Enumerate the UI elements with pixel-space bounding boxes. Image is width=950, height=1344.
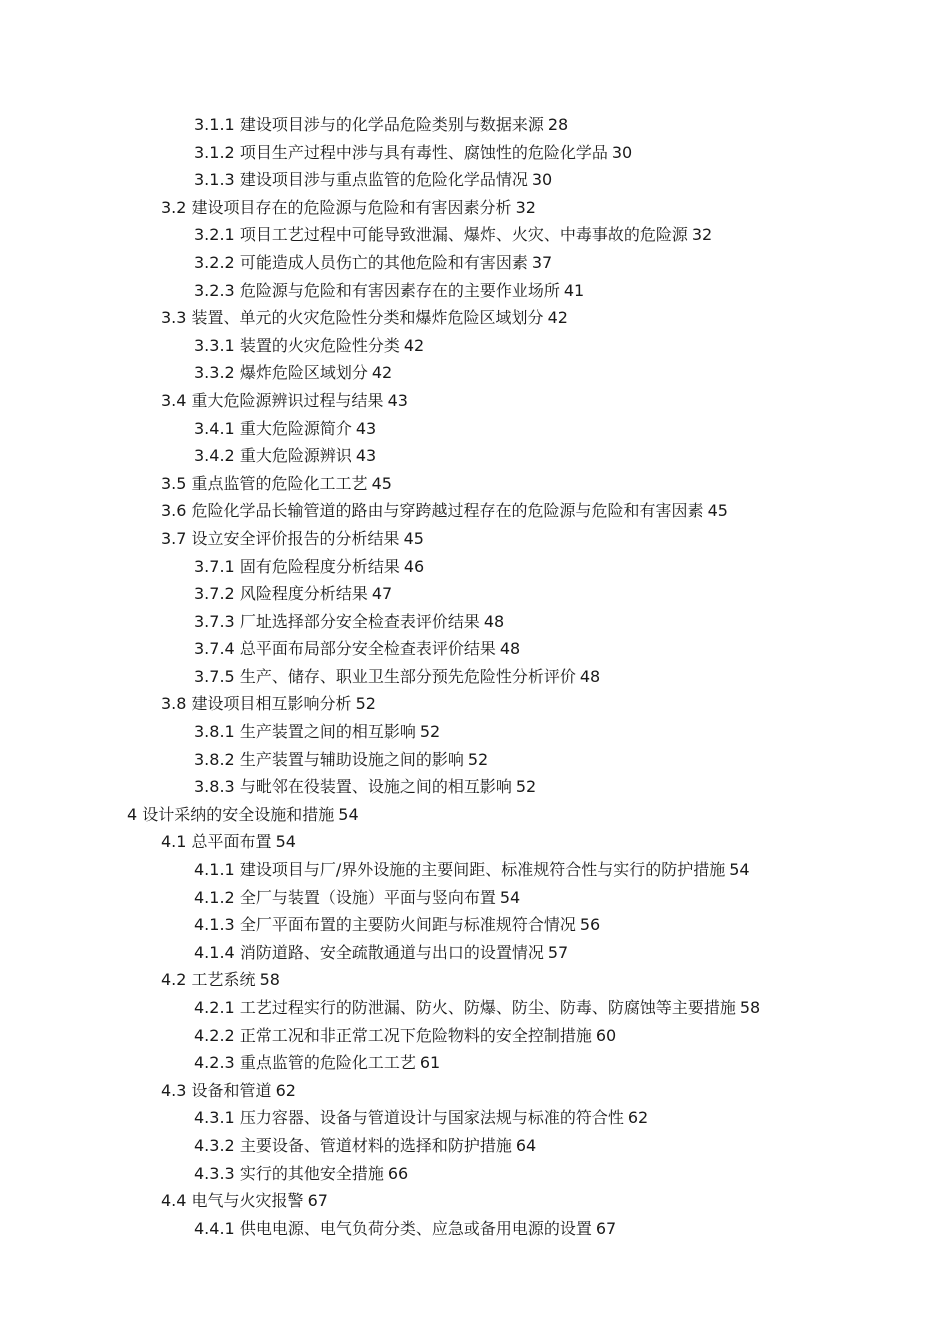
toc-entry[interactable] [0,470,950,498]
toc-entry[interactable] [0,497,950,525]
toc-entry-number: 3.7.3 [194,611,235,631]
toc-entry-title: 设备和管道 [191,1080,272,1100]
toc-entry[interactable] [0,442,950,470]
toc-entry-number: 3.3.1 [194,335,235,355]
toc-entry[interactable] [0,663,950,691]
toc-entry-page-number: 42 [403,335,425,355]
toc-entry-number: 3.1.2 [194,142,235,162]
toc-entry-title: 供电电源、电气负荷分类、应急或备用电源的设置 [239,1218,592,1238]
toc-entry-number: 3.2.3 [194,280,235,300]
toc-entry[interactable] [0,1022,950,1050]
toc-entry-title: 主要设备、管道材料的选择和防护措施 [239,1135,512,1155]
toc-entry-title: 建设项目存在的危险源与危险和有害因素分析 [191,197,512,217]
toc-entry-page-number: 67 [595,1218,617,1238]
toc-entry-page-number: 37 [531,252,553,272]
toc-entry[interactable] [0,1077,950,1105]
toc-entry-number: 4.1.1 [194,860,235,880]
toc-entry-number: 3.8 [161,694,187,714]
toc-entry[interactable] [0,553,950,581]
toc-entry-number: 4.1.2 [194,887,235,907]
toc-entry-number: 3.6 [161,501,187,521]
toc-entry-title: 建设项目与厂/界外设施的主要间距、标准规符合性与实行的防护措施 [239,860,726,880]
toc-entry-page-number: 28 [547,115,569,134]
toc-entry-page-number: 62 [627,1108,649,1128]
toc-entry-number: 3.2.2 [194,252,235,272]
toc-entry[interactable] [0,1215,950,1243]
toc-entry-page-number: 30 [531,170,553,190]
toc-entry-number: 3.8.3 [194,777,235,797]
toc-entry-title: 建设项目涉与重点监管的危险化学品情况 [239,170,528,190]
toc-entry-number: 4 [127,804,138,824]
toc-entry-title: 爆炸危险区域划分 [239,363,368,383]
toc-entry-page-number: 56 [579,915,601,935]
toc-entry-number: 4.3.1 [194,1108,235,1128]
toc-entry-page-number: 52 [355,694,376,714]
toc-entry-title: 正常工况和非正常工况下危险物料的安全控制措施 [239,1025,592,1045]
toc-entry[interactable] [0,332,950,360]
toc-entry-page-number: 46 [403,556,425,576]
toc-entry-number: 3.8.1 [194,722,235,742]
toc-entry-title: 重大危险源简介 [239,418,352,438]
toc-entry[interactable] [0,884,950,912]
toc-entry-page-number: 57 [547,942,569,962]
toc-entry[interactable] [0,139,950,167]
toc-entry-page-number: 60 [595,1025,617,1045]
toc-entry-page-number: 41 [563,280,585,300]
toc-entry[interactable] [0,359,950,387]
toc-entry-number: 3.4.2 [194,446,235,466]
toc-entry[interactable] [0,966,950,994]
toc-entry-title: 设计采纳的安全设施和措施 [142,804,335,824]
toc-entry[interactable] [0,1187,950,1215]
toc-entry-title: 生产装置之间的相互影响 [239,722,416,742]
toc-entry[interactable] [0,415,950,443]
toc-entry[interactable] [0,856,950,884]
toc-entry-page-number: 43 [387,390,408,410]
toc-entry-page-number: 48 [579,666,601,686]
toc-entry-page-number: 58 [739,998,761,1017]
toc-entry-page-number: 52 [419,722,441,742]
toc-entry-page-number: 54 [499,887,521,907]
toc-entry-title: 重点监管的危险化工工艺 [239,1053,416,1073]
toc-entry-number: 4.4 [161,1191,187,1211]
toc-entry-page-number: 42 [371,363,393,383]
toc-entry-title: 总平面布置 [191,832,272,852]
toc-entry-title: 建设项目涉与的化学品危险类别与数据来源 [239,115,544,134]
toc-entry-title: 工艺系统 [191,970,256,990]
toc-entry-page-number: 48 [499,639,521,659]
toc-entry-page-number: 66 [387,1163,409,1183]
toc-entry[interactable] [0,608,950,636]
toc-entry-page-number: 64 [515,1135,537,1155]
toc-entry-title: 设立安全评价报告的分析结果 [191,528,400,548]
toc-entry-page-number: 54 [275,832,296,852]
toc-entry-title: 可能造成人员伤亡的其他危险和有害因素 [239,252,528,272]
toc-entry[interactable] [0,994,950,1022]
toc-entry-title: 风险程度分析结果 [239,584,368,604]
toc-entry-number: 3.1.1 [194,115,235,134]
toc-entry-title: 生产、储存、职业卫生部分预先危险性分析评价 [239,666,576,686]
toc-entry-page-number: 52 [515,777,537,797]
toc-entry-number: 4.2 [161,970,187,990]
toc-entry[interactable] [0,249,950,277]
toc-entry-page-number: 43 [355,446,377,466]
toc-entry-title: 项目生产过程中涉与具有毒性、腐蚀性的危险化学品 [239,142,608,162]
toc-entry-number: 4.2.3 [194,1053,235,1073]
toc-entry[interactable] [0,304,950,332]
toc-entry-page-number: 54 [338,804,359,824]
toc-entry-page-number: 54 [729,860,750,880]
toc-entry-page-number: 47 [371,584,393,604]
toc-entry-title: 与毗邻在役装置、设施之间的相互影响 [239,777,512,797]
toc-entry-number: 4.1 [161,832,187,852]
toc-entry-title: 项目工艺过程中可能导致泄漏、爆炸、火灾、中毒事故的危险源 [239,225,688,245]
toc-entry-number: 3.3 [161,308,187,328]
toc-entry-number: 3.8.2 [194,749,235,769]
toc-entry-page-number: 67 [307,1191,328,1211]
toc-entry[interactable] [0,801,950,829]
toc-entry-number: 3.7 [161,528,187,548]
toc-entry[interactable] [0,387,950,415]
toc-entry-title: 消防道路、安全疏散通道与出口的设置情况 [239,942,544,962]
toc-entry-title: 生产装置与辅助设施之间的影响 [239,749,464,769]
toc-entry[interactable] [0,277,950,305]
toc-entry-number: 3.4 [161,390,187,410]
toc-entry-title: 实行的其他安全措施 [239,1163,384,1183]
toc-entry-page-number: 58 [259,970,280,990]
table-of-contents [0,111,950,1242]
toc-entry-number: 4.1.3 [194,915,235,935]
toc-entry-title: 装置的火灾危险性分类 [239,335,400,355]
toc-entry-title: 重大危险源辨识 [239,446,352,466]
toc-entry[interactable] [0,773,950,801]
toc-entry[interactable] [0,166,950,194]
toc-entry[interactable] [0,194,950,222]
toc-entry-page-number: 52 [467,749,489,769]
toc-entry-title: 装置、单元的火灾危险性分类和爆炸危险区域划分 [191,308,544,328]
toc-entry-number: 3.7.1 [194,556,235,576]
toc-entry[interactable] [0,635,950,663]
toc-entry-title: 压力容器、设备与管道设计与国家法规与标准的符合性 [239,1108,624,1128]
toc-entry-number: 4.3 [161,1080,187,1100]
toc-entry[interactable] [0,939,950,967]
toc-entry[interactable] [0,1132,950,1160]
toc-entry-title: 重点监管的危险化工工艺 [191,473,368,493]
toc-entry-number: 4.2.1 [194,998,235,1017]
toc-entry[interactable] [0,1160,950,1188]
toc-entry-page-number: 61 [419,1053,441,1073]
toc-entry-page-number: 42 [547,308,568,328]
toc-entry-title: 全厂与装置（设施）平面与竖向布置 [239,887,496,907]
toc-entry-number: 3.7.2 [194,584,235,604]
toc-entry[interactable] [0,580,950,608]
toc-entry[interactable] [0,718,950,746]
toc-entry-number: 3.3.2 [194,363,235,383]
toc-entry-page-number: 43 [355,418,377,438]
toc-entry[interactable] [0,911,950,939]
toc-entry-title: 全厂平面布置的主要防火间距与标准规符合情况 [239,915,576,935]
toc-entry-number: 4.3.2 [194,1135,235,1155]
toc-entry-page-number: 62 [275,1080,296,1100]
toc-entry-number: 4.1.4 [194,942,235,962]
toc-entry-number: 3.2 [161,197,187,217]
toc-entry-number: 3.1.3 [194,170,235,190]
toc-entry-number: 4.3.3 [194,1163,235,1183]
toc-entry-title: 危险源与危险和有害因素存在的主要作业场所 [239,280,560,300]
toc-entry-number: 4.4.1 [194,1218,235,1238]
toc-entry[interactable] [0,111,950,139]
toc-entry-number: 3.5 [161,473,187,493]
toc-entry-title: 重大危险源辨识过程与结果 [191,390,384,410]
toc-entry-title: 厂址选择部分安全检查表评价结果 [239,611,480,631]
toc-entry-title: 电气与火灾报警 [191,1191,304,1211]
toc-entry-title: 工艺过程实行的防泄漏、防火、防爆、防尘、防毒、防腐蚀等主要措施 [239,998,736,1017]
toc-entry-page-number: 30 [611,142,633,162]
toc-entry-number: 3.2.1 [194,225,235,245]
toc-entry[interactable] [0,690,950,718]
toc-entry-title: 固有危险程度分析结果 [239,556,400,576]
toc-entry-number: 3.7.4 [194,639,235,659]
toc-entry[interactable] [0,1049,950,1077]
toc-entry-page-number: 45 [707,501,728,521]
toc-entry[interactable] [0,746,950,774]
toc-entry[interactable] [0,525,950,553]
toc-entry-title: 危险化学品长输管道的路由与穿跨越过程存在的危险源与危险和有害因素 [191,501,704,521]
toc-entry-number: 3.7.5 [194,666,235,686]
toc-entry-page-number: 32 [515,197,536,217]
toc-entry-number: 3.4.1 [194,418,235,438]
toc-entry-page-number: 32 [691,225,713,245]
toc-entry-title: 建设项目相互影响分析 [191,694,352,714]
toc-entry-title: 总平面布局部分安全检查表评价结果 [239,639,496,659]
toc-entry-number: 4.2.2 [194,1025,235,1045]
toc-entry-page-number: 45 [371,473,392,493]
toc-entry[interactable] [0,1104,950,1132]
toc-entry-page-number: 45 [403,528,424,548]
toc-entry-page-number: 48 [483,611,505,631]
toc-entry[interactable] [0,828,950,856]
toc-entry[interactable] [0,221,950,249]
